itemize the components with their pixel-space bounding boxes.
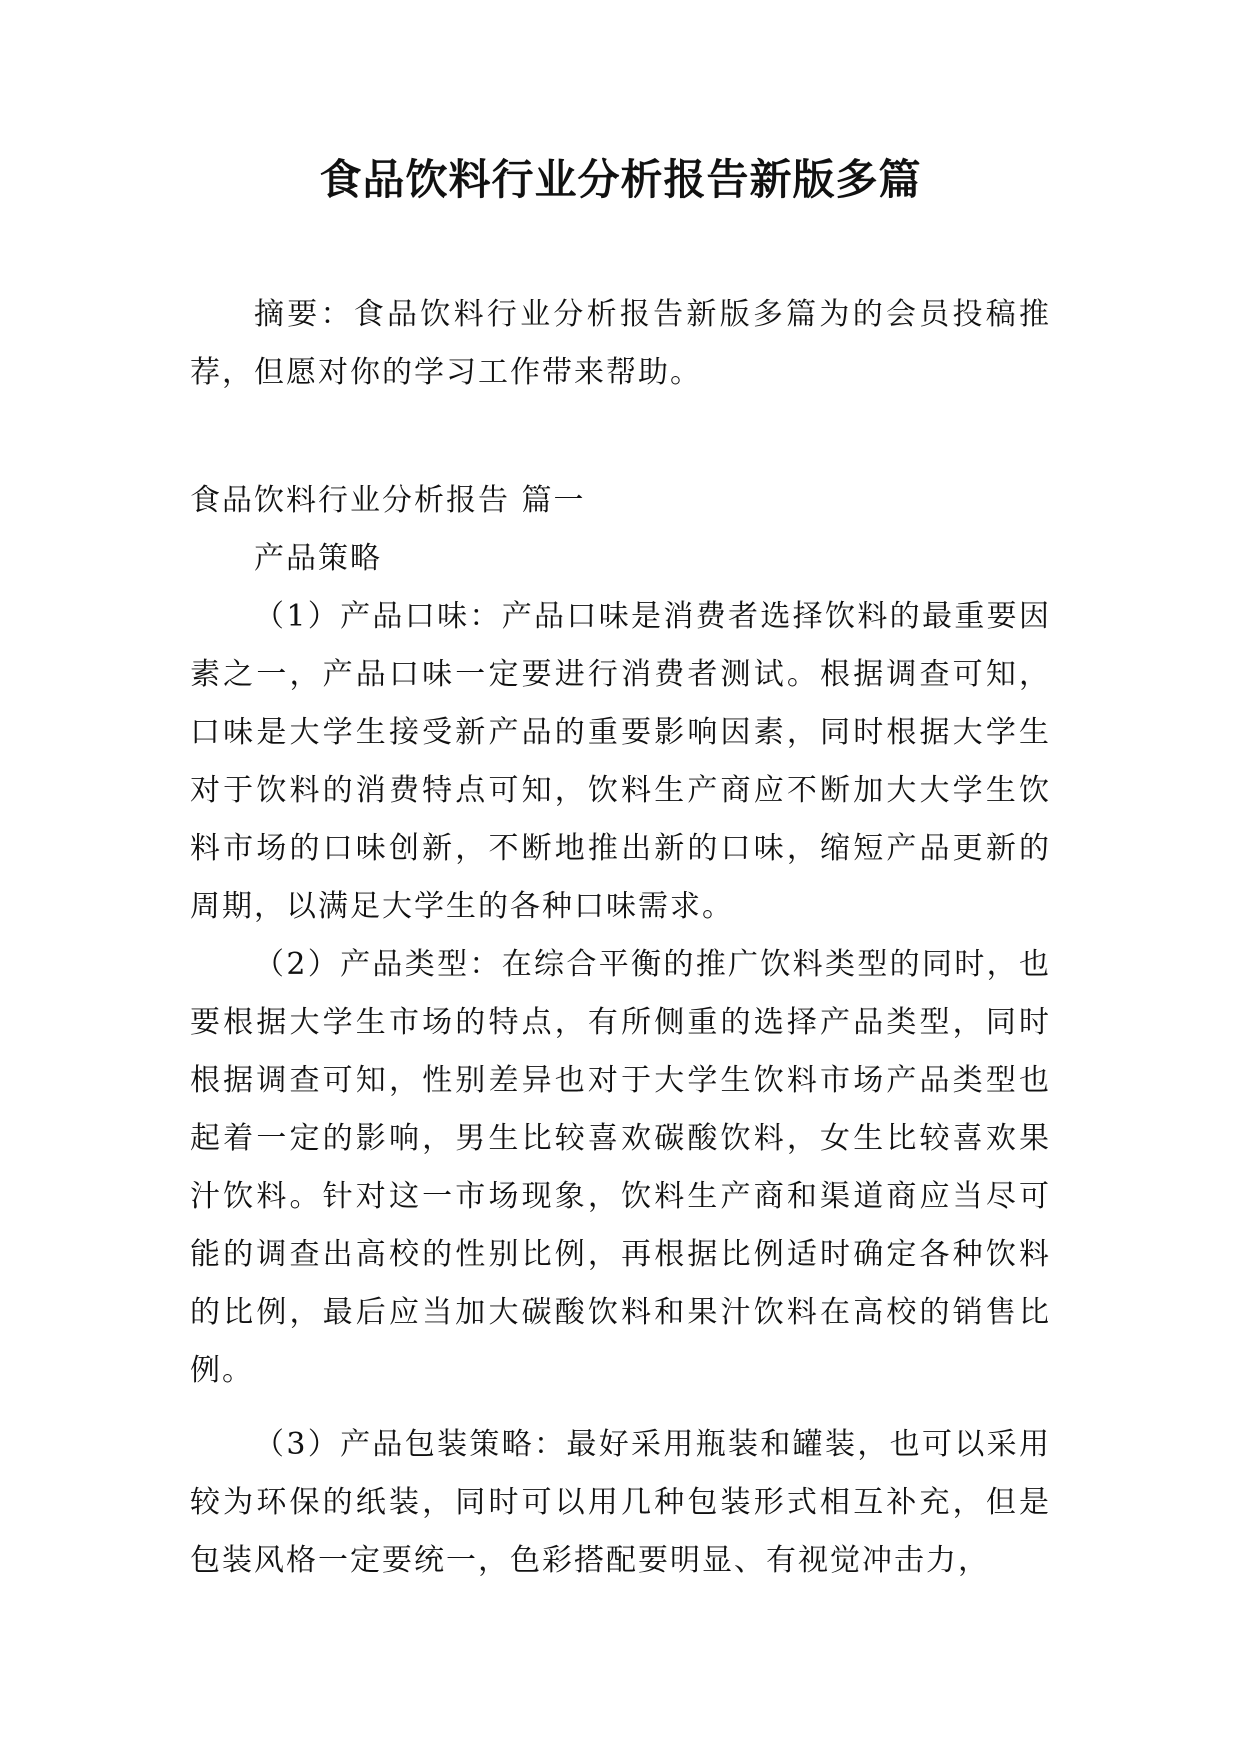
subheading: 产品策略 (254, 541, 382, 576)
document-title: 食品饮料行业分析报告新版多篇 (319, 155, 922, 204)
document-body (190, 286, 1051, 1590)
section-heading: 食品饮料行业分析报告 篇一 (190, 483, 586, 518)
paragraph-type: （2）产品类型：在综合平衡的推广饮料类型的同时，也要根据大学生市场的特点，有所侧重的选择产品类型，同时根据调查可知，性别差异也对于大学生饮料市场产品类型也起着一定的影响，男生比较喜欢碳酸饮料，女生比较喜欢果汁饮料。针对这一市场现象，饮料生产商和渠道商应当尽可能的调查出高校的性别比例，再根据比例适时确定各种饮料的比例，最后应当加大碳酸饮料和果汁饮料在高校的销售比例。 (190, 947, 1051, 1388)
paragraph-packaging: （3）产品包装策略：最好采用瓶装和罐装，也可以采用较为环保的纸装，同时可以用几种包装形式相互补充，但是包装风格一定要统一，色彩搭配要明显、有视觉冲击力， (190, 1427, 1051, 1578)
paragraph-taste: （1）产品口味：产品口味是消费者选择饮料的最重要因素之一，产品口味一定要进行消费者测试。根据调查可知，口味是大学生接受新产品的重要影响因素，同时根据大学生对于饮料的消费特点可知，饮料生产商应不断加大大学生饮料市场的口味创新，不断地推出新的口味，缩短产品更新的周期，以满足大学生的各种口味需求。 (190, 599, 1051, 924)
abstract-paragraph: 摘要：食品饮料行业分析报告新版多篇为的会员投稿推荐，但愿对你的学习工作带来帮助。 (190, 297, 1051, 390)
